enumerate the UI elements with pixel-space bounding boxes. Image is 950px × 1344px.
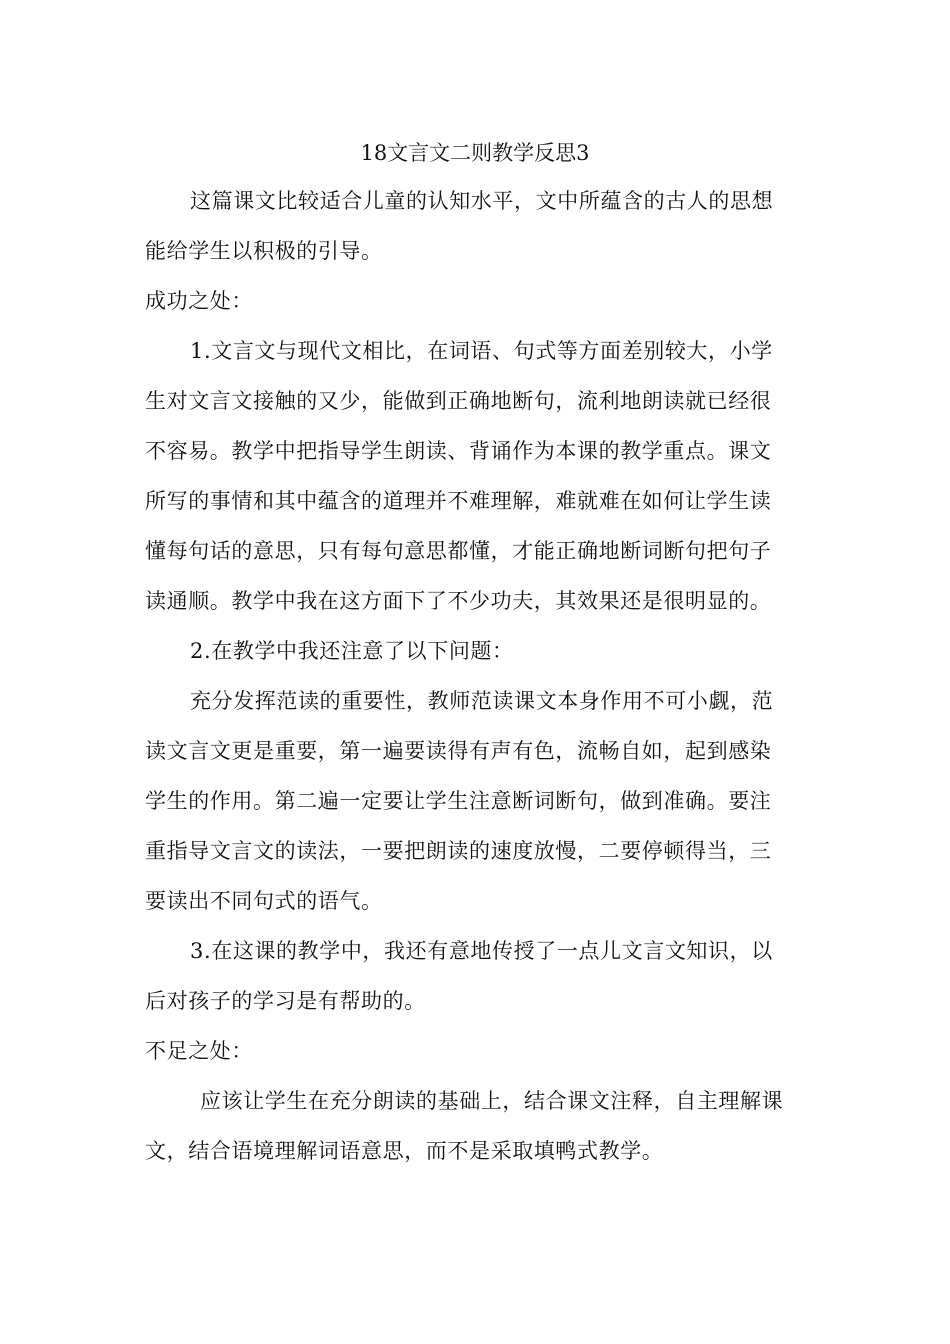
section-heading-shortcomings: 不足之处： xyxy=(145,1039,253,1063)
paragraph-line: 学生的作用。第二遍一定要让学生注意断词断句，做到准确。要注 xyxy=(145,789,772,813)
paragraph-line: 2.在教学中我还注意了以下问题： xyxy=(190,639,514,663)
paragraph-line: 重指导文言文的读法，一要把朗读的速度放慢，二要停顿得当，三 xyxy=(145,839,772,863)
paragraph-line: 生对文言文接触的又少，能做到正确地断句，流利地朗读就已经很 xyxy=(145,389,772,413)
paragraph-line: 文，结合语境理解词语意思，而不是采取填鸭式教学。 xyxy=(145,1139,664,1163)
paragraph-line: 充分发挥范读的重要性，教师范读课文本身作用不可小觑，范 xyxy=(190,689,774,713)
document-title: 18文言文二则教学反思3 xyxy=(360,141,590,165)
paragraph-line: 所写的事情和其中蕴含的道理并不难理解，难就难在如何让学生读 xyxy=(145,489,772,513)
paragraph-line: 应该让学生在充分朗读的基础上，结合课文注释，自主理解课 xyxy=(200,1089,784,1113)
paragraph-line: 不容易。教学中把指导学生朗读、背诵作为本课的教学重点。课文 xyxy=(145,439,772,463)
paragraph-line: 后对孩子的学习是有帮助的。 xyxy=(145,989,426,1013)
paragraph-line: 读文言文更是重要，第一遍要读得有声有色，流畅自如，起到感染 xyxy=(145,739,772,763)
paragraph-line: 能给学生以积极的引导。 xyxy=(145,239,383,263)
paragraph-line: 懂每句话的意思，只有每句意思都懂，才能正确地断词断句把句子 xyxy=(145,539,772,563)
paragraph-line: 读通顺。教学中我在这方面下了不少功夫，其效果还是很明显的。 xyxy=(145,589,772,613)
paragraph-line: 3.在这课的教学中，我还有意地传授了一点儿文言文知识，以 xyxy=(190,939,773,963)
paragraph-line: 要读出不同句式的语气。 xyxy=(145,889,383,913)
paragraph-line: 这篇课文比较适合儿童的认知水平，文中所蕴含的古人的思想 xyxy=(190,189,774,213)
paragraph-line: 1.文言文与现代文相比，在词语、句式等方面差别较大，小学 xyxy=(190,339,773,363)
section-heading-success: 成功之处： xyxy=(145,289,253,313)
